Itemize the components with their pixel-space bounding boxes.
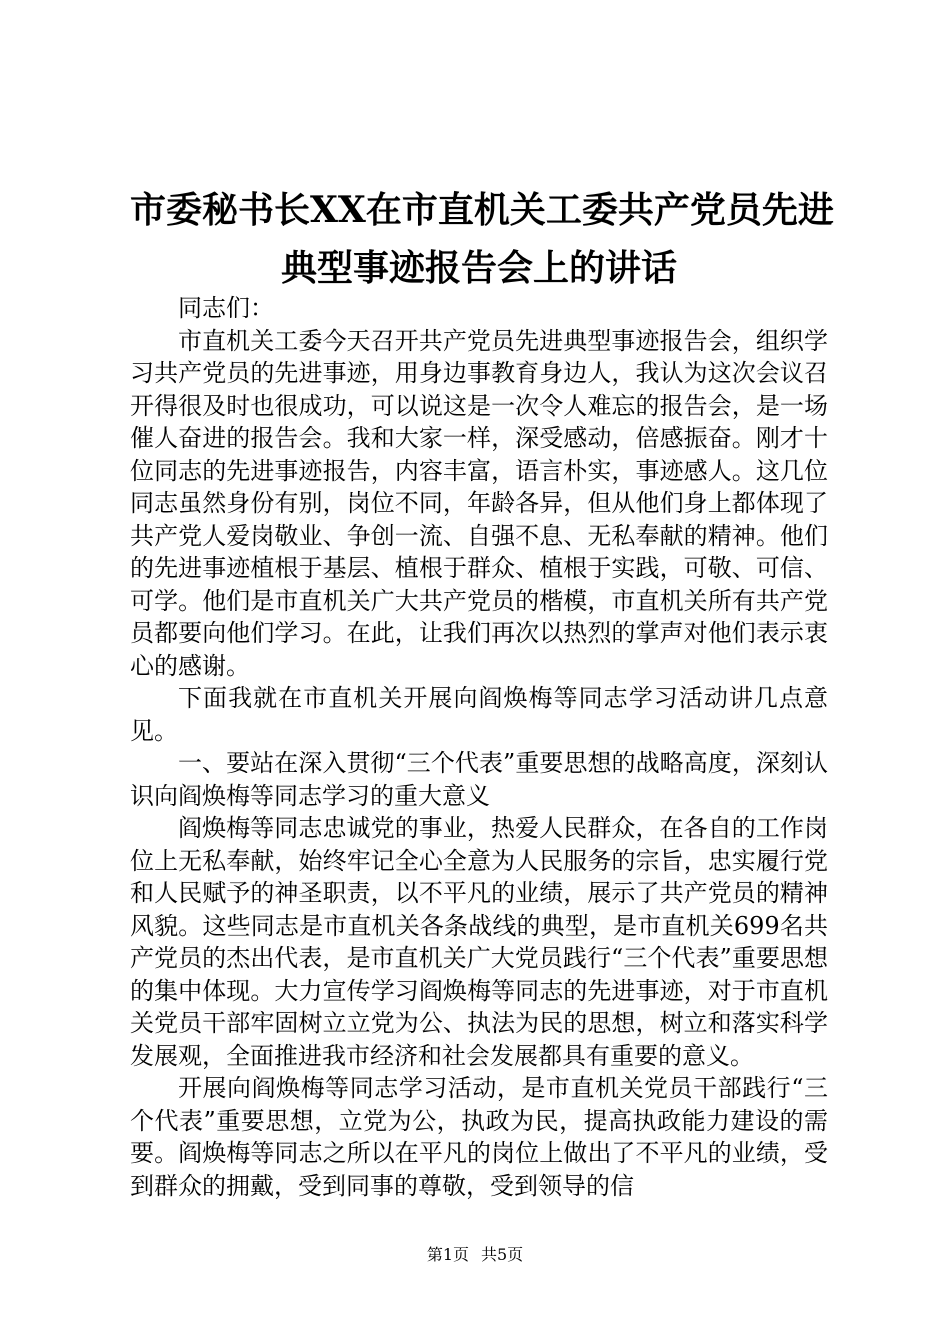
page-footer <box>0 1245 950 1265</box>
body-paragraph: 下面我就在市直机关开展向阎焕梅等同志学习活动讲几点意见。 <box>130 684 828 745</box>
document-title-line-2: 典型事迹报告会上的讲话 <box>280 247 677 289</box>
document-body <box>130 292 828 1202</box>
body-paragraph: 市直机关工委今天召开共产党员先进典型事迹报告会，组织学习共产党员的先进事迹，用身边事教育身边人，我认为这次会议召开得很及时也很成功，可以说这是一次令人难忘的报告会，是一场催人奋进的报告会。我和大家一样，深受感动，倍感振奋。刚才十位同志的先进事迹报告，内容丰富，语言朴实，事迹感人。这几位同志虽然身份有别，岗位不同，年龄各异，但从他们身上都体现了共产党人爱岗敬业、争创一流、自强不息、无私奉献的精神。他们的先进事迹植根于基层、植根于群众、植根于实践，可敬、可信、可学。他们是市直机关广大共产党员的楷模，市直机关所有共产党员都要向他们学习。在此，让我们再次以热烈的掌声对他们表示衷心的感谢。 <box>130 326 828 680</box>
page-number: 第1页 <box>426 1245 469 1264</box>
salutation: 同志们： <box>178 294 274 322</box>
document-title-line-1: 市委秘书长XX在市直机关工委共产党员先进 <box>130 189 834 231</box>
body-paragraph: 阎焕梅等同志忠诚党的事业，热爱人民群众，在各自的工作岗位上无私奉献，始终牢记全心全意为人民服务的宗旨，忠实履行党和人民赋予的神圣职责，以不平凡的业绩，展示了共产党员的精神风貌。这些同志是市直机关各条战线的典型，是市直机关699名共产党员的杰出代表，是市直机关广大党员践行“三个代表”重要思想的集中体现。大力宣传学习阎焕梅等同志的先进事迹，对于市直机关党员干部牢固树立立党为公、执法为民的思想，树立和落实科学发展观，全面推进我市经济和社会发展都具有重要的意义。 <box>130 814 828 1070</box>
section-heading: 一、要站在深入贯彻“三个代表”重要思想的战略高度，深刻认识向阎焕梅等同志学习的重大意义 <box>130 749 828 810</box>
page-total: 共5页 <box>481 1245 524 1264</box>
body-paragraph: 开展向阎焕梅等同志学习活动，是市直机关党员干部践行“三个代表”重要思想，立党为公，执政为民，提高执政能力建设的需要。阎焕梅等同志之所以在平凡的岗位上做出了不平凡的业绩，受到群众的拥戴，受到同事的尊敬，受到领导的信 <box>130 1074 828 1200</box>
